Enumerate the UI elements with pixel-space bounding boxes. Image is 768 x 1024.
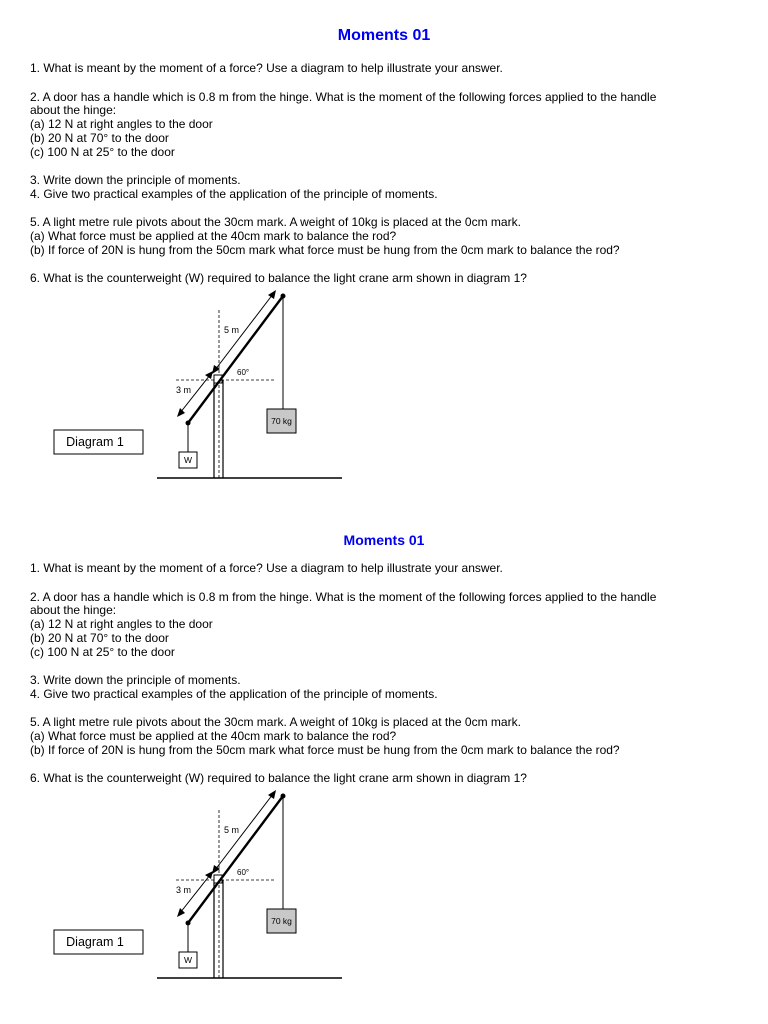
question-5a: (a) What force must be applied at the 40cm mark to balance the rod? — [30, 229, 397, 243]
label-mass: 70 kg — [271, 916, 292, 926]
question-5b: (b) If force of 20N is hung from the 50cm mark what force must be hung from the 0cm mark to balance the rod? — [30, 243, 620, 257]
label-3m: 3 m — [176, 885, 192, 895]
label-counterweight: W — [183, 455, 193, 465]
crane-diagram — [0, 0, 768, 500]
question-5: 5. A light metre rule pivots about the 30cm mark. A weight of 10kg is placed at the 0cm mark. — [30, 215, 521, 229]
arrowhead-3m-top — [205, 371, 213, 379]
question-1: 1. What is meant by the moment of a force? Use a diagram to help illustrate your answer. — [30, 561, 503, 575]
label-angle: 60° — [237, 868, 250, 877]
label-3m: 3 m — [176, 385, 192, 395]
question-2c: (c) 100 N at 25° to the door — [30, 645, 175, 659]
question-1: 1. What is meant by the moment of a force? Use a diagram to help illustrate your answer. — [30, 61, 503, 75]
question-5a: (a) What force must be applied at the 40cm mark to balance the rod? — [30, 729, 397, 743]
question-6: 6. What is the counterweight (W) required to balance the light crane arm shown in diagram 1? — [30, 271, 527, 285]
question-2b: (b) 20 N at 70° to the door — [30, 631, 169, 645]
question-2-continued: about the hinge: — [30, 603, 117, 617]
arrowhead-5m-top — [268, 290, 276, 299]
arrowhead-3m-bottom — [177, 908, 185, 917]
arrowhead-5m-top — [268, 790, 276, 799]
worksheet-title: Moments 01 — [343, 532, 425, 548]
crane-diagram — [0, 500, 768, 1000]
crane-arm — [188, 296, 283, 423]
question-4: 4. Give two practical examples of the application of the principle of moments. — [30, 187, 438, 201]
diagram-caption: Diagram 1 — [66, 435, 124, 449]
label-5m: 5 m — [224, 325, 240, 335]
label-counterweight: W — [183, 955, 193, 965]
worksheet-title: Moments 01 — [337, 27, 431, 44]
arrowhead-3m-bottom — [177, 408, 185, 417]
question-3: 3. Write down the principle of moments. — [30, 173, 241, 187]
label-angle: 60° — [237, 368, 250, 377]
arrowhead-3m-top — [205, 871, 213, 879]
question-2: 2. A door has a handle which is 0.8 m from the hinge. What is the moment of the following forces applied to the handle — [30, 90, 657, 104]
label-mass: 70 kg — [271, 416, 292, 426]
diagram-caption: Diagram 1 — [66, 935, 124, 949]
question-3: 3. Write down the principle of moments. — [30, 673, 241, 687]
crane-arm — [188, 796, 283, 923]
label-5m: 5 m — [224, 825, 240, 835]
question-4: 4. Give two practical examples of the application of the principle of moments. — [30, 687, 438, 701]
question-2a: (a) 12 N at right angles to the door — [30, 617, 213, 631]
question-2-continued: about the hinge: — [30, 103, 117, 117]
question-2a: (a) 12 N at right angles to the door — [30, 117, 213, 131]
worksheet-bottom — [0, 500, 768, 1000]
question-2: 2. A door has a handle which is 0.8 m from the hinge. What is the moment of the following forces applied to the handle — [30, 590, 657, 604]
question-2b: (b) 20 N at 70° to the door — [30, 131, 169, 145]
question-2c: (c) 100 N at 25° to the door — [30, 145, 175, 159]
question-5b: (b) If force of 20N is hung from the 50cm mark what force must be hung from the 0cm mark to balance the rod? — [30, 743, 620, 757]
question-5: 5. A light metre rule pivots about the 30cm mark. A weight of 10kg is placed at the 0cm mark. — [30, 715, 521, 729]
worksheet-top — [0, 0, 768, 500]
question-6: 6. What is the counterweight (W) required to balance the light crane arm shown in diagram 1? — [30, 771, 527, 785]
